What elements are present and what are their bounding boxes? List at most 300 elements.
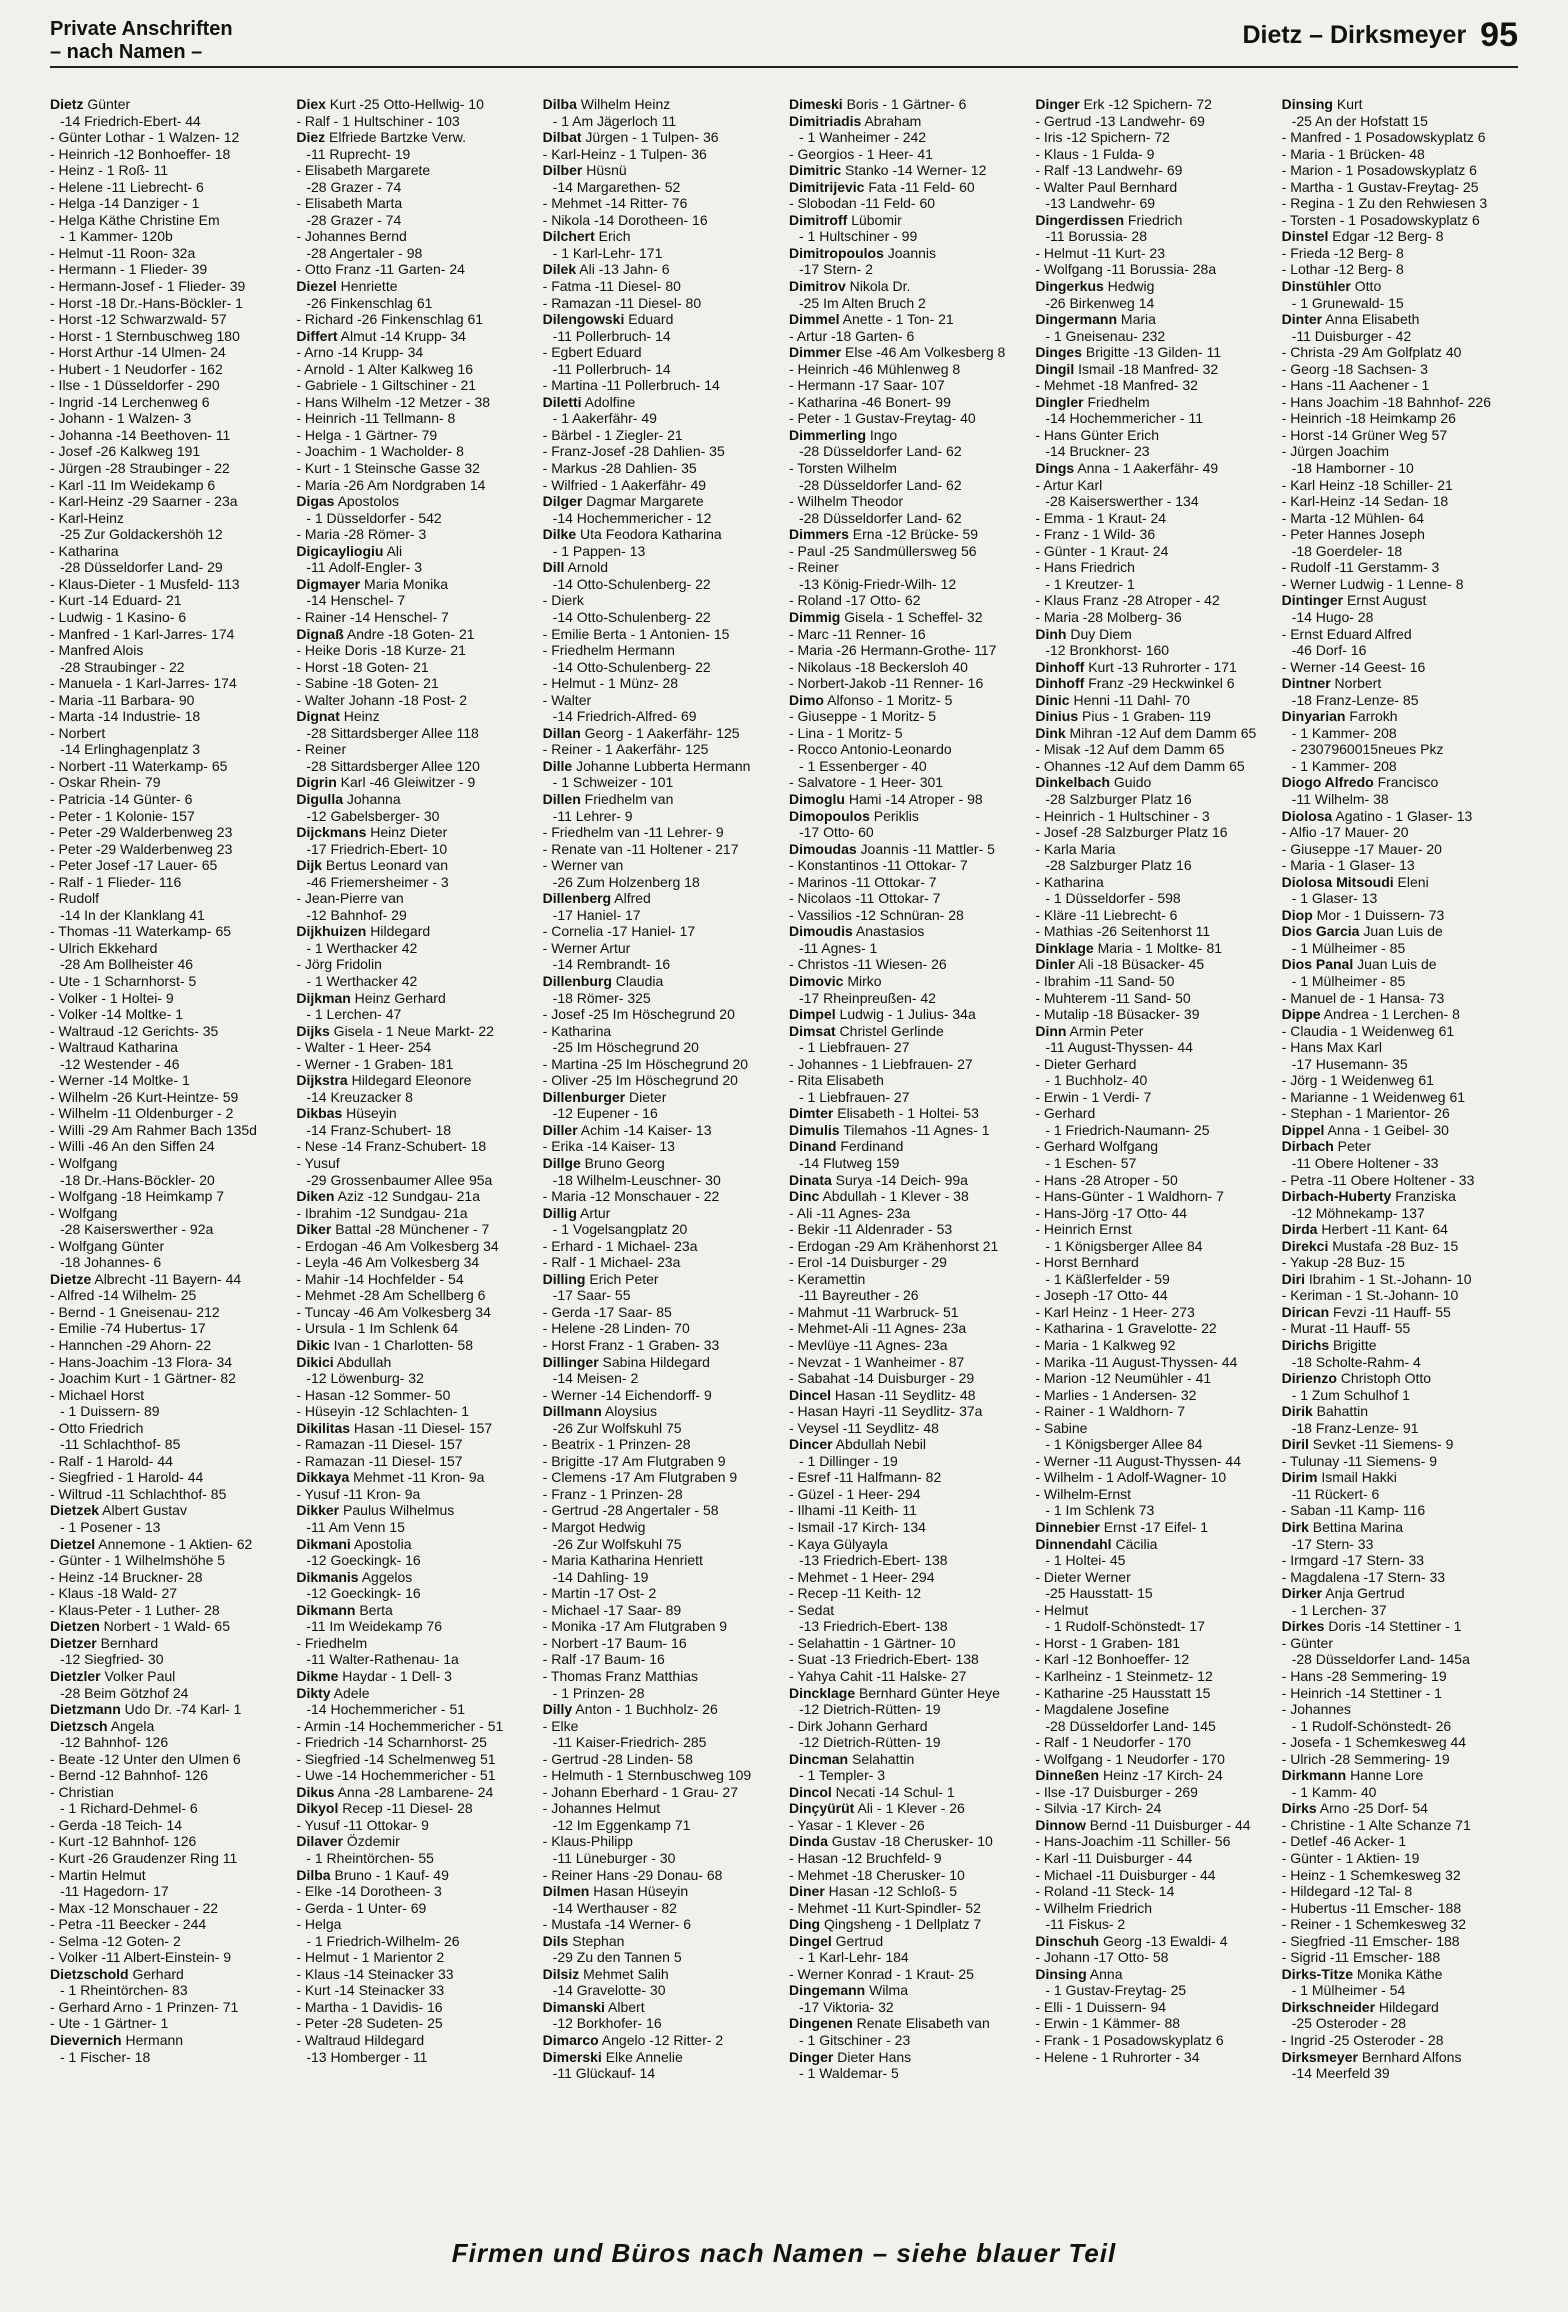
entry-text: -11 Fiskus- 2 <box>1045 1916 1126 1933</box>
directory-entry <box>1035 1867 1271 1884</box>
entry-text: -11 Schlachthof- 85 <box>60 1436 181 1453</box>
entry-text: - Volker - 1 Holtei- 9 <box>50 989 174 1006</box>
directory-entry <box>543 1138 779 1155</box>
directory-entry-head <box>789 162 1025 179</box>
entry-text: - Marta -12 Mühlen- 64 <box>1281 509 1425 526</box>
directory-entry <box>789 295 1025 312</box>
surname: Dincol <box>788 1783 832 1800</box>
entry-text: Hedwig <box>1103 278 1155 295</box>
directory-entry <box>50 162 286 179</box>
surname: Diril <box>1281 1436 1309 1453</box>
directory-entry <box>1035 1602 1271 1619</box>
entry-text: - Wolfgang <box>50 1204 118 1221</box>
entry-text: Maria Monika <box>360 575 449 592</box>
surname: Dietz <box>50 96 84 112</box>
entry-text: - 1 Mülheimer - 85 <box>1291 939 1406 956</box>
entry-text: - Helga <box>296 1916 342 1933</box>
entry-text: - Muhterem -11 Sand- 50 <box>1035 989 1191 1006</box>
entry-text: -25 An der Hofstatt 15 <box>1291 112 1428 129</box>
directory-entry <box>543 708 779 725</box>
directory-entry-head <box>543 311 779 328</box>
entry-text: -28 Sittardsberger Allee 118 <box>306 724 479 741</box>
entry-text: -28 Düsseldorfer Land- 62 <box>798 476 962 493</box>
surname: Diolosa Mitsoudi <box>1281 873 1394 890</box>
entry-text: -17 Saar- 55 <box>552 1287 631 1304</box>
directory-entry <box>1035 1982 1271 1999</box>
entry-text: - 1 Holtei- 45 <box>1045 1552 1126 1569</box>
entry-text: - Manuel de - 1 Hansa- 73 <box>1281 989 1445 1006</box>
directory-entry <box>1035 874 1271 891</box>
directory-entry <box>543 2015 779 2032</box>
entry-text: - Emma - 1 Kraut- 24 <box>1035 509 1167 526</box>
directory-entry <box>1282 1883 1518 1900</box>
entry-text: Bruno Georg <box>580 1155 665 1171</box>
directory-entry-head <box>789 1188 1025 1205</box>
directory-entry-head <box>543 1933 779 1950</box>
directory-entry <box>789 1420 1025 1437</box>
directory-entry <box>543 1453 779 1470</box>
directory-entry <box>50 228 286 245</box>
directory-entry <box>50 576 286 593</box>
entry-text: - Joachim - 1 Wacholder- 8 <box>296 443 464 460</box>
directory-entry-head <box>296 1668 532 1685</box>
surname: Dinklage <box>1035 939 1094 956</box>
directory-entry <box>50 1552 286 1569</box>
entry-text: - Hans-Günter - 1 Waldhorn- 7 <box>1035 1188 1224 1205</box>
entry-text: Johanne Lubberta Hermann <box>572 757 751 774</box>
entry-text: - Ralf -17 Baum- 16 <box>542 1651 665 1668</box>
directory-entry-head <box>296 1221 532 1238</box>
directory-entry <box>296 1155 532 1172</box>
entry-text: - Hans-Jörg -17 Otto- 44 <box>1035 1204 1188 1221</box>
directory-entry-head <box>1282 228 1518 245</box>
entry-text: - Irmgard -17 Stern- 33 <box>1281 1552 1425 1569</box>
directory-entry <box>789 493 1025 510</box>
surname: Dinneßen <box>1035 1767 1100 1784</box>
directory-entry-head <box>1282 923 1518 940</box>
surname: Dimitric <box>788 162 842 179</box>
entry-text: - Helmut -11 Kurt- 23 <box>1035 244 1165 261</box>
entry-text: - Werner Ludwig - 1 Lenne- 8 <box>1281 575 1464 592</box>
entry-text: - Tulunay -11 Siemens- 9 <box>1281 1452 1438 1469</box>
directory-entry-head <box>789 278 1025 295</box>
surname: Dijks <box>296 1022 330 1039</box>
directory-entry-head <box>1035 278 1271 295</box>
entry-text: - Beatrix - 1 Prinzen- 28 <box>542 1436 691 1453</box>
entry-text: Johanna <box>343 790 401 807</box>
surname: Diner <box>788 1883 825 1900</box>
directory-entry <box>1282 1486 1518 1503</box>
entry-text: - Klaus Franz -28 Atroper - 42 <box>1035 592 1220 609</box>
entry-text: - Günter <box>1281 1634 1334 1651</box>
surname: Dilber <box>542 162 583 179</box>
entry-text: - Ralf - 1 Neudorfer - 170 <box>1035 1734 1191 1751</box>
entry-text: - 1 Grunewald- 15 <box>1291 294 1404 311</box>
entry-text: - Sedat <box>788 1601 835 1618</box>
surname: Dimmerling <box>788 426 866 443</box>
entry-text: Anette - 1 Ton- 21 <box>839 311 954 328</box>
entry-text: - Hannchen -29 Ahorn- 22 <box>50 1337 212 1354</box>
entry-text: - Ramazan -11 Diesel- 80 <box>542 294 702 311</box>
directory-entry <box>543 1304 779 1321</box>
directory-entry <box>1282 245 1518 262</box>
entry-text: - Yakup -28 Buz- 15 <box>1281 1254 1405 1271</box>
entry-text: - Hermann - 1 Flieder- 39 <box>50 261 208 278</box>
entry-text: -14 Bruckner- 23 <box>1045 443 1150 460</box>
directory-entry <box>50 1751 286 1768</box>
directory-entry-head <box>296 1685 532 1702</box>
entry-text: Sabina Hildegard <box>598 1353 710 1370</box>
directory-entry-head <box>789 1833 1025 1850</box>
entry-text: - Ibrahim -12 Sundgau- 21a <box>296 1204 468 1221</box>
entry-text: -25 Osteroder - 28 <box>1291 2015 1407 2032</box>
surname: Dilly <box>542 1701 573 1718</box>
directory-entry-head <box>789 1883 1025 1900</box>
entry-text: Nikola Dr. <box>845 278 911 295</box>
surname: Diller <box>542 1121 578 1138</box>
entry-text: Ali - 1 Klever - 26 <box>854 1800 965 1817</box>
directory-entry-head <box>1282 956 1518 973</box>
entry-text: - 1 Zum Schulhof 1 <box>1291 1386 1410 1403</box>
directory-entry <box>296 477 532 494</box>
directory-entry <box>50 841 286 858</box>
directory-entry <box>789 1966 1025 1983</box>
entry-text: Günter <box>83 96 131 112</box>
entry-text: - Heinrich -18 Heimkamp 26 <box>1281 410 1456 427</box>
entry-text: - Johannes Bernd <box>296 228 407 245</box>
directory-entry <box>50 1354 286 1371</box>
entry-text: - Klaus-Peter - 1 Luther- 28 <box>50 1601 220 1618</box>
directory-entry <box>789 328 1025 345</box>
directory-entry-head <box>543 1999 779 2016</box>
entry-text: - 1 Templer- 3 <box>798 1767 886 1784</box>
directory-entry-head <box>296 1337 532 1354</box>
entry-text: - Murat -11 Hauff- 55 <box>1281 1320 1411 1337</box>
directory-entry-head <box>296 774 532 791</box>
entry-text: - Gerhard Wolfgang <box>1035 1138 1159 1155</box>
directory-entry <box>543 361 779 378</box>
entry-text: - 1 Gitschiner - 23 <box>798 2031 911 2048</box>
entry-text: Surya -14 Deich- 99a <box>831 1171 968 1188</box>
directory-entry <box>789 2065 1025 2082</box>
entry-text: - Thomas -11 Waterkamp- 65 <box>50 923 232 940</box>
directory-entry <box>789 576 1025 593</box>
directory-entry-head <box>1035 1023 1271 1040</box>
surname: Dimoudas <box>788 840 857 857</box>
directory-entry <box>1282 890 1518 907</box>
entry-text: Heinz <box>339 708 380 725</box>
directory-entry <box>543 1023 779 1040</box>
entry-text: Arno -25 Dorf- 54 <box>1316 1800 1428 1817</box>
entry-text: Christel Gerlinde <box>835 1022 944 1039</box>
directory-entry <box>1282 824 1518 841</box>
directory-entry <box>1035 1105 1271 1122</box>
directory-entry <box>50 344 286 361</box>
entry-text: - Rainer -14 Henschel- 7 <box>296 608 449 625</box>
directory-entry <box>789 1354 1025 1371</box>
entry-text: - Katharina <box>50 542 119 559</box>
entry-text: - Horst -18 Dr.-Hans-Böckler- 1 <box>50 294 243 311</box>
entry-text: Ingo <box>866 426 898 443</box>
name-range: Dietz – Dirksmeyer <box>1242 21 1467 49</box>
entry-text: Anna <box>1086 1965 1123 1982</box>
entry-text: Heinz Gerhard <box>350 989 446 1006</box>
directory-entry-head <box>789 1685 1025 1702</box>
directory-entry <box>543 1734 779 1751</box>
entry-text: - Christine - 1 Alte Schanze 71 <box>1281 1816 1471 1833</box>
entry-text: - Volker -14 Moltke- 1 <box>50 1006 184 1023</box>
entry-text: - 1 Prinzen- 28 <box>552 1684 645 1701</box>
entry-text: Peter <box>1333 1138 1372 1155</box>
entry-text: Aziz -12 Sundgau- 21a <box>334 1188 480 1205</box>
entry-text: - Ralf -13 Landwehr- 69 <box>1035 162 1183 179</box>
directory-entry <box>50 708 286 725</box>
surname: Dilsiz <box>542 1965 580 1982</box>
directory-entry <box>789 1569 1025 1586</box>
directory-entry-head <box>296 278 532 295</box>
directory-entry <box>296 261 532 278</box>
directory-entry <box>50 195 286 212</box>
entry-text: -11 Glückauf- 14 <box>552 2065 656 2082</box>
entry-text: - Güzel - 1 Heer- 294 <box>788 1485 921 1502</box>
entry-text: Norbert - 1 Wald- 65 <box>99 1618 230 1635</box>
entry-text: - 1 Im Schlenk 73 <box>1045 1502 1155 1519</box>
directory-entry <box>50 774 286 791</box>
directory-entry <box>543 1536 779 1553</box>
entry-text: - Helga -14 Danziger - 1 <box>50 195 200 212</box>
directory-entry-head <box>1282 1238 1518 1255</box>
entry-text: - Reiner - 1 Schemkesweg 32 <box>1281 1916 1467 1933</box>
directory-entry <box>1035 1618 1271 1635</box>
directory-entry-head <box>296 1800 532 1817</box>
directory-entry <box>1035 1221 1271 1238</box>
directory-entry <box>543 1850 779 1867</box>
directory-entry-head <box>50 1502 286 1519</box>
entry-text: - Karl -11 Duisburger - 44 <box>1035 1849 1193 1866</box>
surname: Dirk <box>1281 1519 1309 1536</box>
directory-entry <box>543 1387 779 1404</box>
surname: Dinger <box>1035 96 1080 112</box>
surname: Dikty <box>296 1684 331 1701</box>
entry-text: - 1 Vogelsangplatz 20 <box>552 1221 688 1238</box>
directory-entry-head <box>1282 1585 1518 1602</box>
directory-entry-head <box>1282 278 1518 295</box>
entry-text: - Ingrid -14 Lerchenweg 6 <box>50 393 210 410</box>
entry-text: Ivan - 1 Charlotten- 58 <box>329 1337 473 1354</box>
directory-entry <box>789 774 1025 791</box>
entry-text: - Katharina - 1 Gravelotte- 22 <box>1035 1320 1217 1337</box>
entry-text: - Alfio -17 Mauer- 20 <box>1281 824 1409 841</box>
directory-entry <box>1035 526 1271 543</box>
directory-entry <box>1035 1354 1271 1371</box>
directory-entry <box>1035 1900 1271 1917</box>
directory-entry <box>543 1784 779 1801</box>
directory-entry <box>296 179 532 196</box>
entry-text: Friedhelm <box>1083 393 1150 410</box>
entry-text: - Mustafa -14 Werner- 6 <box>542 1916 692 1933</box>
directory-entry <box>543 1602 779 1619</box>
directory-entry-head <box>789 1023 1025 1040</box>
entry-text: - Ulrich Ekkehard <box>50 939 158 956</box>
surname: Dilke <box>542 526 577 543</box>
entry-text: -26 Finkenschlag 61 <box>306 294 433 311</box>
entry-text: Pius - 1 Graben- 119 <box>1078 708 1211 725</box>
directory-entry <box>50 1933 286 1950</box>
entry-text: Albert <box>604 1998 645 2015</box>
entry-text: - Peter -28 Sudeten- 25 <box>296 2015 443 2032</box>
directory-entry <box>789 1718 1025 1735</box>
entry-text: - Friedhelm van -11 Lehrer- 9 <box>542 824 724 841</box>
entry-text: Periklis <box>869 807 919 824</box>
directory-entry <box>1282 1718 1518 1735</box>
entry-text: - Maria - 1 Glaser- 13 <box>1281 857 1415 874</box>
directory-entry <box>789 1552 1025 1569</box>
entry-text: -14 Otto-Schulenberg- 22 <box>552 658 711 675</box>
entry-text: - Ohannes -12 Auf dem Damm 65 <box>1035 757 1245 774</box>
entry-text: - Josefa - 1 Schemkesweg 44 <box>1281 1734 1467 1751</box>
directory-entry <box>789 857 1025 874</box>
directory-entry-head <box>543 228 779 245</box>
directory-entry <box>50 609 286 626</box>
directory-entry <box>1282 741 1518 758</box>
entry-text: - Kurt - 1 Steinsche Gasse 32 <box>296 460 480 477</box>
entry-text: -18 Franz-Lenze- 85 <box>1291 691 1419 708</box>
entry-text: -46 Friemersheimer - 3 <box>306 873 449 890</box>
entry-text: - Mehmet -28 Am Schellberg 6 <box>296 1287 486 1304</box>
entry-text: Elke Annelie <box>601 2048 683 2065</box>
entry-text: - Kurt -12 Bahnhof- 126 <box>50 1833 197 1850</box>
directory-entry-head <box>1282 311 1518 328</box>
directory-entry <box>1282 1320 1518 1337</box>
entry-text: - Gerda -17 Saar- 85 <box>542 1303 672 1320</box>
entry-text: - Hasan Hayri -11 Seydlitz- 37a <box>788 1403 983 1420</box>
entry-text: - Petra -11 Beecker - 244 <box>50 1916 207 1933</box>
entry-text: -13 König-Friedr-Wilh- 12 <box>798 575 957 592</box>
entry-text: - Karl -11 Im Weidekamp 6 <box>50 476 216 493</box>
surname: Dill <box>542 559 565 576</box>
directory-entry-head <box>789 1105 1025 1122</box>
directory-entry <box>296 295 532 312</box>
entry-text: Ismail Hakki <box>1317 1469 1397 1486</box>
directory-entry <box>1035 1188 1271 1205</box>
entry-text: - Karla Maria <box>1035 840 1116 857</box>
entry-text: -18 Hamborner - 10 <box>1291 460 1414 477</box>
entry-text: -25 Hausstatt- 15 <box>1045 1585 1153 1602</box>
directory-entry <box>789 659 1025 676</box>
surname: Dingenen <box>788 2015 853 2032</box>
entry-text: - Helmut <box>1035 1601 1089 1618</box>
directory-entry-head <box>50 1701 286 1718</box>
directory-entry <box>296 212 532 229</box>
directory-entry-head <box>789 923 1025 940</box>
entry-text: - 1 Kammer- 208 <box>1291 757 1397 774</box>
directory-entry-head <box>543 791 779 808</box>
directory-entry-head <box>1035 675 1271 692</box>
surname: Dikmanis <box>296 1568 359 1585</box>
entry-text: - Horst -12 Schwarzwald- 57 <box>50 311 227 328</box>
directory-entry <box>543 1320 779 1337</box>
directory-entry <box>1035 2049 1271 2066</box>
entry-text: - Otto Friedrich <box>50 1419 144 1436</box>
entry-text: -14 Otto-Schulenberg- 22 <box>552 608 711 625</box>
entry-text: - Saban -11 Kamp- 116 <box>1281 1502 1426 1519</box>
entry-text: - Horst - 1 Graben- 181 <box>1035 1634 1181 1651</box>
entry-text: -11 Kaiser-Friedrich- 285 <box>552 1734 707 1751</box>
surname: Dikus <box>296 1783 335 1800</box>
entry-text: - Walter Paul Bernhard <box>1035 178 1178 195</box>
entry-text: - Mehmet -11 Kurt-Spindler- 52 <box>788 1899 981 1916</box>
entry-text: - 1 Essenberger - 40 <box>798 757 927 774</box>
surname: Dillenburg <box>542 972 612 989</box>
entry-text: Ismail -18 Manfred- 32 <box>1074 360 1219 377</box>
directory-entry <box>1035 808 1271 825</box>
entry-text: Selahattin <box>848 1750 915 1767</box>
directory-entry-head <box>50 1618 286 1635</box>
directory-entry <box>1035 1420 1271 1437</box>
entry-text: - Kurt -14 Steinacker 33 <box>296 1982 445 1999</box>
directory-entry <box>789 394 1025 411</box>
directory-entry <box>296 311 532 328</box>
entry-text: - Ramazan -11 Diesel- 157 <box>296 1436 463 1453</box>
surname: Dillenberg <box>542 890 612 907</box>
directory-entry <box>1282 1254 1518 1271</box>
entry-text: Kurt -25 Otto-Hellwig- 10 <box>325 96 484 112</box>
surname: Dilba <box>296 1866 331 1883</box>
directory-entry <box>543 460 779 477</box>
directory-entry <box>50 990 286 1007</box>
directory-entry <box>50 1304 286 1321</box>
directory-entry <box>296 642 532 659</box>
entry-text: - Christa -29 Am Golfplatz 40 <box>1281 344 1462 361</box>
directory-entry <box>1035 443 1271 460</box>
entry-text: -28 Düsseldorfer Land- 145 <box>1045 1717 1216 1734</box>
entry-text: Elfriede Bartzke Verw. <box>325 129 466 146</box>
directory-entry-head <box>296 576 532 593</box>
directory-entry <box>543 990 779 1007</box>
entry-text: - Sabine <box>1035 1419 1088 1436</box>
directory-entry-head <box>296 328 532 345</box>
directory-entry <box>543 278 779 295</box>
directory-entry <box>1035 559 1271 576</box>
entry-text: Christoph Otto <box>1336 1370 1432 1387</box>
directory-entry <box>50 427 286 444</box>
entry-text: - Ramazan -11 Diesel- 157 <box>296 1452 463 1469</box>
directory-entry <box>50 1056 286 1073</box>
directory-entry <box>50 146 286 163</box>
entry-text: - Norbert -11 Waterkamp- 65 <box>50 757 228 774</box>
surname: Dintinger <box>1281 592 1344 609</box>
directory-entry <box>50 1403 286 1420</box>
directory-entry <box>50 890 286 907</box>
directory-entry <box>296 1734 532 1751</box>
entry-text: -14 Meisen- 2 <box>552 1370 639 1387</box>
entry-text: -12 Dietrich-Rütten- 19 <box>798 1701 941 1718</box>
directory-entry-head <box>543 1122 779 1139</box>
directory-entry <box>1035 295 1271 312</box>
directory-entry <box>296 1271 532 1288</box>
directory-entry <box>296 1585 532 1602</box>
surname: Dimanski <box>542 1998 605 2015</box>
directory-entry <box>1282 162 1518 179</box>
directory-entry <box>296 344 532 361</box>
entry-text: - Kurt -14 Eduard- 21 <box>50 592 182 609</box>
entry-text: - Joachim Kurt - 1 Gärtner- 82 <box>50 1370 236 1387</box>
directory-entry <box>543 1817 779 1834</box>
directory-entry <box>1282 559 1518 576</box>
entry-text: Qingsheng - 1 Dellplatz 7 <box>820 1916 982 1933</box>
directory-entry <box>789 146 1025 163</box>
directory-entry <box>50 758 286 775</box>
